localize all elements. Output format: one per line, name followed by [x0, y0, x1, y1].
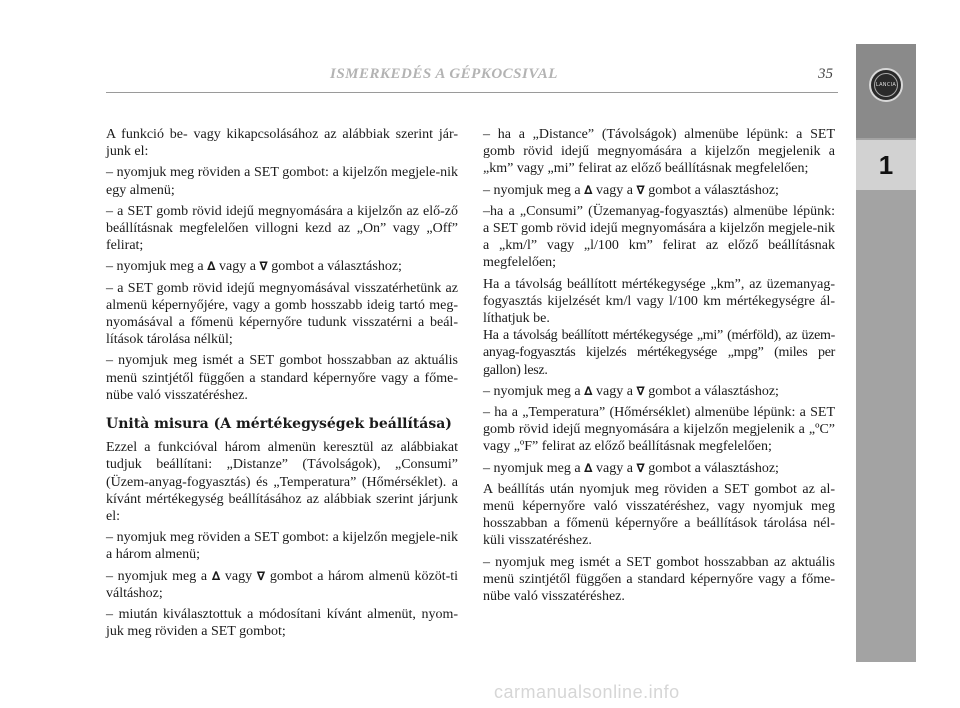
text-fragment: gombot a választáshoz; [271, 259, 402, 275]
paragraph: – ha a „Distance” (Távolságok) almenübe lépünk: a SET gomb rövid idejű megnyomására a kijelzőn megjelenik a „km” vagy „mi” felirat az előző beállításnak megfelelően; [483, 127, 835, 177]
arrow-instruction [106, 568, 458, 602]
logo-text: LANCIA [874, 73, 898, 97]
arrow-instruction [483, 182, 835, 199]
up-arrow-icon: ∆ [207, 259, 216, 274]
down-arrow-icon: ∇ [256, 568, 266, 583]
text-fragment: gombot a választáshoz; [648, 383, 779, 399]
paragraph: – nyomjuk meg ismét a SET gombot hosszabban az aktuális menü szintjétől függően a standard képernyőre vagy a főme-nübe való visszatéréshez. [483, 554, 835, 605]
paragraph: Ha a távolság beállított mértékegysége „mi” (mérföld), az üzem-anyag-fogyasztás kijelzés mértékegysége „mpg” (miles per gallon) lesz. [483, 328, 835, 378]
text-fragment: vagy a [595, 182, 633, 198]
side-tab-top [856, 44, 916, 138]
down-arrow-icon: ∇ [636, 460, 645, 475]
arrow-instruction [483, 383, 835, 400]
arrow-instruction [483, 460, 835, 477]
paragraph: Ezzel a funkcióval három almenün keresztül az alábbiakat tudjuk beállítani: „Distanze” (Távolságok), „Consumi” (Üzem-anyag-fogyasztás) és „Temperatura” (Hőmérséklet). a kívánt mértékegység beállításához az alábbiak szerint járjunk el: [106, 440, 458, 525]
up-arrow-icon: ∆ [584, 383, 593, 398]
up-arrow-icon: ∆ [211, 568, 221, 583]
up-arrow-icon: ∆ [584, 460, 593, 475]
arrow-instruction [106, 258, 458, 275]
text-fragment: vagy a [218, 259, 256, 275]
text-fragment: gombot a választáshoz; [648, 460, 779, 476]
paragraph: – nyomjuk meg ismét a SET gombot hosszabban az aktuális menü szintjétől függően a standard képernyőre vagy a főme-nübe való visszatéréshez. [106, 353, 458, 403]
paragraph: – a SET gomb rövid idejű megnyomására a kijelzőn az elő-ző beállításnak megfelelően villogni kezd az „On” vagy „Off” felirat; [106, 203, 458, 254]
text-fragment: gombot a választáshoz; [648, 182, 779, 198]
down-arrow-icon: ∇ [259, 259, 268, 274]
text-fragment: vagy [224, 568, 253, 584]
right-column [483, 126, 835, 609]
paragraph: Ha a távolság beállított mértékegysége „km”, az üzemanyag-fogyasztás kijelzését km/l vagy l/100 km mértékegységre ál-líthatjuk be. [483, 276, 835, 327]
header-divider [106, 92, 838, 93]
down-arrow-icon: ∇ [636, 383, 645, 398]
down-arrow-icon: ∇ [636, 182, 645, 197]
paragraph: – miután kiválasztottuk a módosítani kívánt almenüt, nyom-juk meg röviden a SET gombot; [106, 607, 458, 640]
paragraph: – ha a „Temperatura” (Hőmérséklet) almenübe lépünk: a SET gomb rövid idejű megnyomására a kijelzőn megjelenik a „ºC” vagy „ºF” felirat az előző beállításnak megfelelően; [483, 405, 835, 455]
paragraph: – a SET gomb rövid idejű megnyomásával visszatérhetünk az almenü képernyőjére, vagy a gomb hosszabb ideig tartó meg-nyomásával a főmenü képernyőre tudunk visszatérni a beál-lítások tárolása nélkül; [106, 280, 458, 348]
paragraph: –ha a „Consumi” (Üzemanyag-fogyasztás) almenübe lépünk: a SET gomb rövid idejű megnyomására a kijelzőn megjele-nik a „km/l” vagy „l/100 km” felirat az előző beállításnak megfelelően; [483, 203, 835, 271]
paragraph: A funkció be- vagy kikapcsolásához az alábbiak szerint jár-junk el: [106, 127, 458, 160]
text-fragment: gombot a három almenü közöt-ti váltáshoz; [106, 568, 459, 601]
chapter-side-tab [856, 44, 916, 662]
lancia-logo-icon [869, 68, 903, 102]
section-heading: Unità misura (A mértékegységek beállítása) [106, 416, 452, 433]
chapter-number: 1 [856, 140, 916, 190]
text-fragment: vagy a [595, 383, 633, 399]
paragraph: – nyomjuk meg röviden a SET gombot: a kijelzőn megjele-nik egy almenü; [106, 165, 458, 198]
text-fragment: – nyomjuk meg a [106, 259, 204, 275]
watermark: carmanualsonline.info [494, 682, 680, 702]
paragraph: A beállítás után nyomjuk meg röviden a SET gombot az al-menü képernyőre való visszatéréshez, vagy nyomjuk meg hosszabban a főmenü képernyőre a beállítások tárolása nél-küli visszatéréshez. [483, 481, 835, 549]
text-fragment: vagy a [595, 460, 633, 476]
paragraph: – nyomjuk meg röviden a SET gombot: a kijelzőn megjele-nik a három almenü; [106, 530, 458, 563]
text-fragment: – nyomjuk meg a [483, 383, 581, 399]
text-fragment: – nyomjuk meg a [483, 460, 581, 476]
header-title: ISMERKEDÉS A GÉPKOCSIVAL [330, 66, 558, 82]
page-number: 35 [818, 66, 833, 82]
text-fragment: – nyomjuk meg a [483, 182, 581, 198]
text-fragment: – nyomjuk meg a [106, 568, 208, 584]
left-column [106, 126, 458, 644]
up-arrow-icon: ∆ [584, 182, 593, 197]
